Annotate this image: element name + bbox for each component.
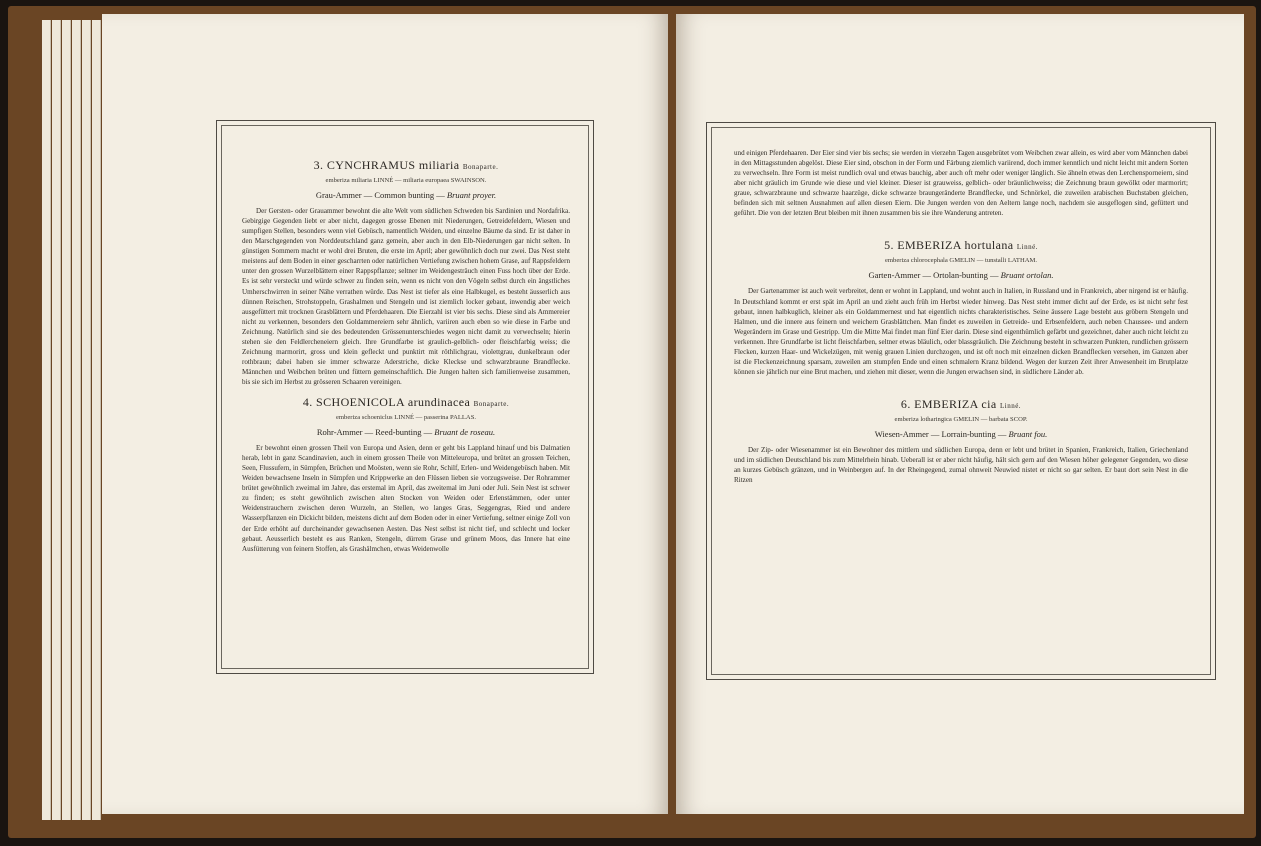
page-edge xyxy=(82,20,91,820)
left-page-text xyxy=(242,160,570,554)
page-edge xyxy=(92,20,101,820)
species-description: Der Zip- oder Wiesenammer ist ein Bewohner des mittlern und südlichen Europa, denn er lebt und brütet in Spanien, Frankreich, Italien, Griechenland und im südlichen Deutschland bis zum Mittelrhein hinab. Ueberall ist er aber nicht häufig, hält sich gern auf den Wiesen höher gelegener Gegenden, wo diese an kurzes Gebüsch gränzen, und in Weinbergen auf. In der Rheingegend, zumal ohnweit Neuwied nistet er nicht so gar selten. Er baut dort sein Nest in die Ritzen xyxy=(734,446,1188,485)
species-heading: 6. EMBERIZA cia Linné. xyxy=(900,396,1022,411)
species-description: Der Gartenammer ist auch weit verbreitet, denn er wohnt in Lappland, und wohnt auch in Italien, in Russland und in Frankreich, aber nirgend ist er häufig. In Deutschland kommt er erst spät im April an und zieht auch früh im Herbst wieder hinweg. Das Nest steht immer dicht auf der Erde, es ist nicht sehr fest gebaut, innen halbkuglich, kleiner als ein Goldammernest und hat eigentlich nichts charakteristisches. Seine äussere Lage besteht aus gröbern Stengeln und Halmen, und die innere aus feinern und weichern Grasblättchen. Man findet es zuweilen in Getreide- und Erbsenfeldern, auch neben Chaussee- und andern Wegerändern im Grase und Gestripp. Um die Mitte Mai findet man fünf Eier darin. Diese sind eigenthümlich gefärbt und gezeichnet, daher auch nicht leicht zu verkennen. Ihre Grundfarbe ist licht fleischfarben, seltner etwas bläulich, oder blassgräulich. Die Zeichnung besteht in schwarzen Punkten, rundlichen grössern Flecken, kurzen Haar- und Wickelzügen, mit wenig grauen Linien durchzogen, und ist oft noch mit einzelnen dicken Brandflecken versehen, im Ganzen aber ist die Fleckenzeichnung sparsam, zuweilen am stumpfen Ende und einen schmalern Kranz bildend. Wegen der kurzen Zeit ihrer Anwesenheit im Brutplatze können sie jährlich nur eine Brut machen, und ziehen mit dieser, wenn die Jungen erwachsen sind, in südlichere Länder ab. xyxy=(734,287,1188,376)
synonyms-line: emberiza chlorocephala GMELIN — tunstalli LATHAM. xyxy=(885,257,1037,265)
page-edge xyxy=(52,20,61,820)
left-page xyxy=(102,14,668,814)
synonyms-line: emberiza lotharingica GMELIN — barbata SCOP. xyxy=(894,415,1028,423)
species-heading: 3. CYNCHRAMUS miliaria Bonaparte. xyxy=(313,158,499,172)
common-names-line: Garten-Ammer — Ortolan-bunting — Bruant ortolan. xyxy=(868,270,1054,281)
right-page xyxy=(676,14,1244,814)
continued-text: und einigen Pferdehaaren. Der Eier sind vier bis sechs; sie werden in vierzehn Tagen ausgebrütet vom Weibchen zwar allein, es wird aber vom Männchen dabei in den Mittagsstunden abgelöst. Diese Eier sind, obschon in der Form und Färbung ziemlich variirend, doch immer kenntlich und nicht leicht mit andern Sorten zu verwechseln. Ihre Form ist meist rundlich oval und etwas bauchig, aber auch oft mehr oder weniger länglich. Sie ähneln etwas den Lerchensporneiern, sind aber nicht gräulich im Grunde wie diese und viel kleiner. Dieser ist grauweiss, gelblich- oder bräunlichweiss; die Zeichnung braun gewölkt oder marmorirt; graue, schwarzbraune und schwarze haarzüge, dicke schwarze braungeränderte Brandflecke, und Schnörkel, die zuweilen arabischen Buchstaben gleichen, befinden sich mit seltnen Ausnahmen auf allen diesen Eiern. Die Jungen werden von den Aeltern lange noch, nachdem sie ausgeflogen sind, gefüttert und geführt. Die von der letzten Brut bleiben mit ihnen zusammen bis sie ihre Wanderung antreten. xyxy=(734,149,1188,218)
page-edge xyxy=(42,20,51,820)
common-names-line: Wiesen-Ammer — Lorrain-bunting — Bruant fou. xyxy=(874,428,1048,439)
page-edge xyxy=(62,20,71,820)
right-page-text xyxy=(734,148,1188,485)
synonyms-line: emberiza schoeniclus LINNÉ — passerina PALLAS. xyxy=(335,414,477,422)
page-edge xyxy=(72,20,81,820)
common-names-line: Grau-Ammer — Common bunting — Bruant proyer. xyxy=(315,190,497,201)
synonyms-line: emberiza miliaria LINNÉ — miliaria europaea SWAINSON. xyxy=(325,177,487,185)
species-description: Er bewohnt einen grossen Theil von Europa und Asien, denn er geht bis Lappland hinauf und bis Dalmatien herab, lebt in ganz Scandinavien, auch in einem grossen Theile von Mitteleuropa, und brütet an grossen Teichen, Seen, Flussufern, in Sümpfen, Brüchen und Moösten, wenn sie Rohr, Schilf, Erlen- und Weidengebüsch haben. Mit Weiden bewachsene Inseln in Sümpfen und Krippwerke an den Flüssen lieben sie vorzugsweise. Der Rohrammer brütet gewöhnlich zweimal im Jahre, das erstemal im April, das zweitemal im Juni oder Juli. Sein Nest ist schwer zu finden; es steht gewöhnlich zwischen alten Stocken von Weiden oder Erlenstämmen, oder unter Weidenstrauchern zwischen deren Wurzeln, an Stellen, wo langes Gras, Seggengras, Ried und andere Wasserpflanzen ein Dickicht bilden, meistens dicht auf dem Boden oder in einer Vertiefung, seltner einige Zoll von der Erde erhöht auf durcheinander gewachsenen Aesten. Das Nest selbst ist nicht tief, und schlecht und locker gebaut. Aeusserlich besteht es aus Ranken, Stengeln, dürrem Grase und grünem Moos, das Innere hat eine Ausfütterung von feinern Stoffen, als Grashälmchen, etwas Weidenwolle xyxy=(242,444,570,553)
common-names-line: Rohr-Ammer — Reed-bunting — Bruant de roseau. xyxy=(316,427,496,438)
species-heading: 4. SCHOENICOLA arundinacea Bonaparte. xyxy=(302,394,510,409)
species-description: Der Gersten- oder Grauammer bewohnt die alte Welt vom südlichen Schweden bis Sardinien und Nordafrika. Gebirgige Gegenden liebt er aber nicht, dagegen grosse Ebenen mit Niederungen, Getreidefeldern, Wiesen und sumpfigen Stellen, besonders wenn viel Gebüsch, namentlich Weiden, und einzelne Bäume da sind. Er ist daher in den Marschgegenden von Norddeutschland ganz gemein, aber auch in den Elb-Niederungen gar nicht selten. In günstigen Sommern macht er wohl drei Bruten, die erste im April; aber gewöhnlich doch nur zwei. Das Nest steht meistens auf dem Boden in einer gescharrten oder natürlichen Vertiefung zwischen hohem Grase, auf Rappsfeldern unter den grossen Wurzelblättern einer Rappspflanze; seltner im Weidengesträuch einen Fuss hoch über der Erde. Es ist sehr versteckt und würde schwer zu finden sein, wenn es nicht von den Vögeln selbst durch ein ängstliches Umherschwirren in seiner Nähe verrathen würde. Das Nest ist tiefer als eine Halbkugel, es besteht äusserlich aus dünnen Reischen, Strohstoppeln, Grashalmen und Stengeln und ist ziemlich locker gebaut, inwendig aber weich ausgefüttert mit trocknen Grasblättern und Pferdehaaren. Die Eierzahl ist vier bis sechs. Diese sind als Ammereier nicht zu verkennen, besonders den Goldammereiern sehr ähnlich, variiren auch eben so wie diese in Farbe und Zeichnung. Natürlich sind sie des bedeutenden Grössenunterschiedes wegen nicht damit zu verwechseln; hierin stehen sie den Feldlercheneiern gleich. Ihre Grundfarbe ist graulich-gelblich- oder fleischfarbig weiss; die Zeichnung marmorirt, gross und klein gefleckt und punktirt mit röthlichgrau, violettgrau, dunkelbraun oder rothbraun; dabei haben sie immer schwarze Aderstriche, dicke Kleckse und schwarzbraune Brandflecke. Männchen und Weibchen brüten und füttern gemeinschaftlich. Die Jungen halten sich familienweise zusammen, bis sie sich im Herbst zu grösseren Schaaren vereinigen. xyxy=(242,207,570,386)
species-heading: 5. EMBERIZA hortulana Linné. xyxy=(884,238,1038,253)
